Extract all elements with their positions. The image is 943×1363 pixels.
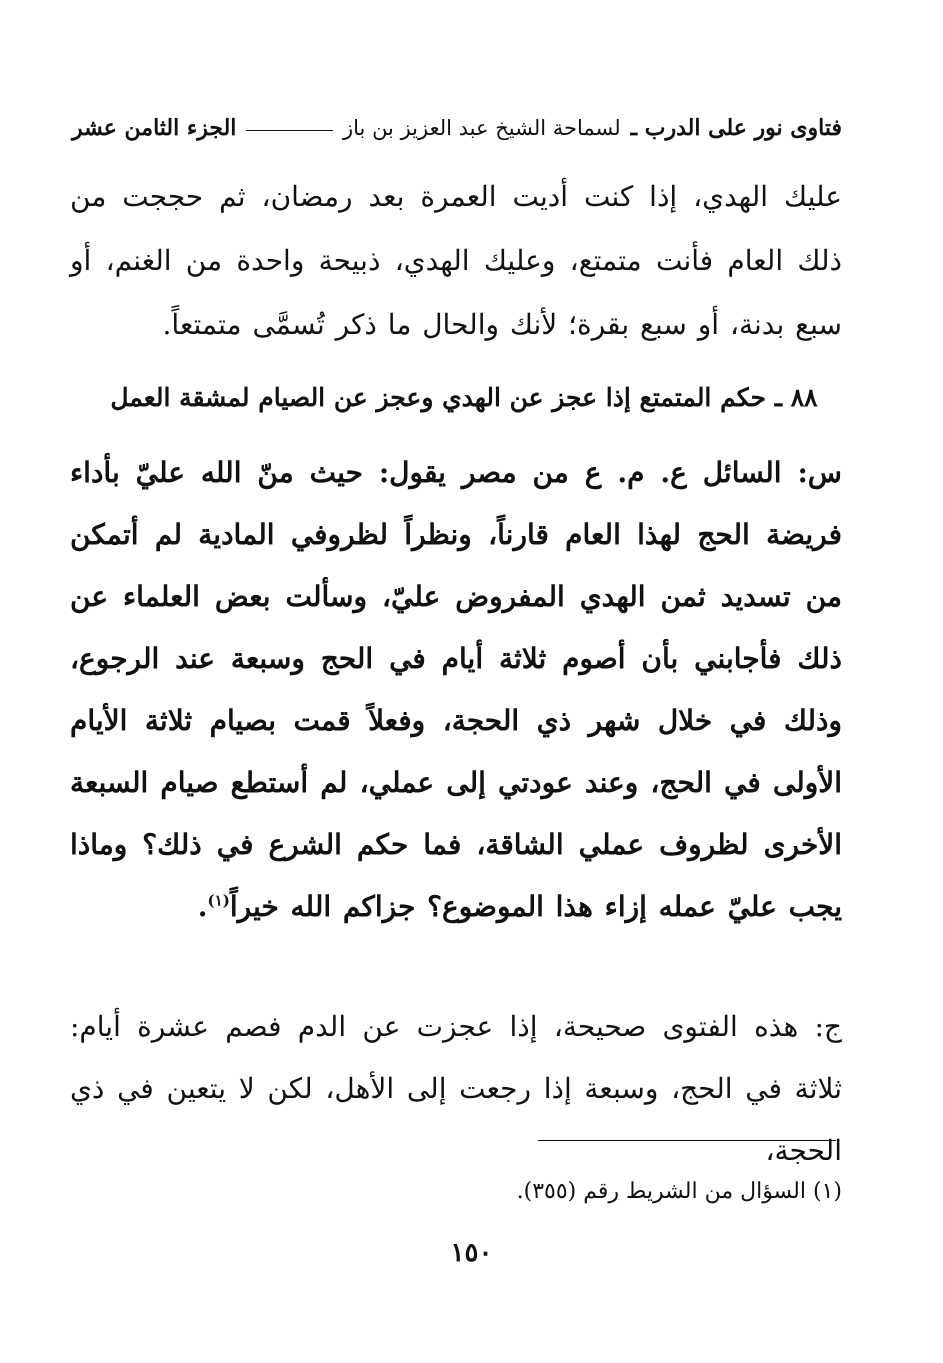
answer-paragraph: ج: هذه الفتوى صحيحة، إذا عجزت عن الدم فصم عشرة أيام: ثلاثة في الحج، وسبعة إذا رجعت إلى الأهل، لكن لا يتعين في ذي الحجة، — [70, 1010, 842, 1167]
volume-label: الجزء الثامن عشر — [72, 115, 237, 141]
page-number: ١٥٠ — [450, 1238, 493, 1268]
section-heading: ٨٨ ـ حكم المتمتع إذا عجز عن الهدي وعجز عن الصيام لمشقة العمل — [110, 383, 818, 412]
intro-paragraph: عليك الهدي، إذا كنت أديت العمرة بعد رمضان، ثم حججت من ذلك العام فأنت متمتع، وعليك الهدي، ذبيحة واحدة من الغنم، أو سبع بدنة، أو سبع بقرة؛ لأنك والحال ما ذكر تُسمَّى متمتعاً. — [70, 180, 842, 341]
footnote: (١) السؤال من الشريط رقم (٣٥٥). — [516, 1179, 842, 1204]
running-header — [72, 111, 842, 145]
author-name: لسماحة الشيخ عبد العزيز بن باز — [343, 115, 621, 140]
question-end: . — [197, 890, 208, 923]
footnote-reference[interactable]: (١) — [207, 891, 230, 910]
footnote-divider — [538, 1140, 836, 1141]
header-rule — [246, 130, 333, 131]
question-text: س: السائل ع. م. ع من مصر يقول: حيث منّ الله عليّ بأداء فريضة الحج لهذا العام قارناً، ونظراً لظروفي المادية لم أتمكن من تسديد ثمن الهدي المفروض عليّ، وسألت بعض العلماء عن ذلك فأجابني بأن أصوم ثلاثة أيام في الحج وسبعة عند الرجوع، وذلك في خلال شهر ذي الحجة، وفعلاً قمت بصيام ثلاثة الأيام الأولى في الحج، وعند عودتي إلى عملي، لم أستطع صيام السبعة الأخرى لظروف عملي الشاقة، فما حكم الشرع في ذلك؟ وماذا يجب عليّ عمله إزاء هذا الموضوع؟ جزاكم الله خيراً — [70, 456, 842, 923]
question-paragraph — [70, 442, 842, 938]
book-title: فتاوى نور على الدرب ـ — [630, 115, 842, 141]
